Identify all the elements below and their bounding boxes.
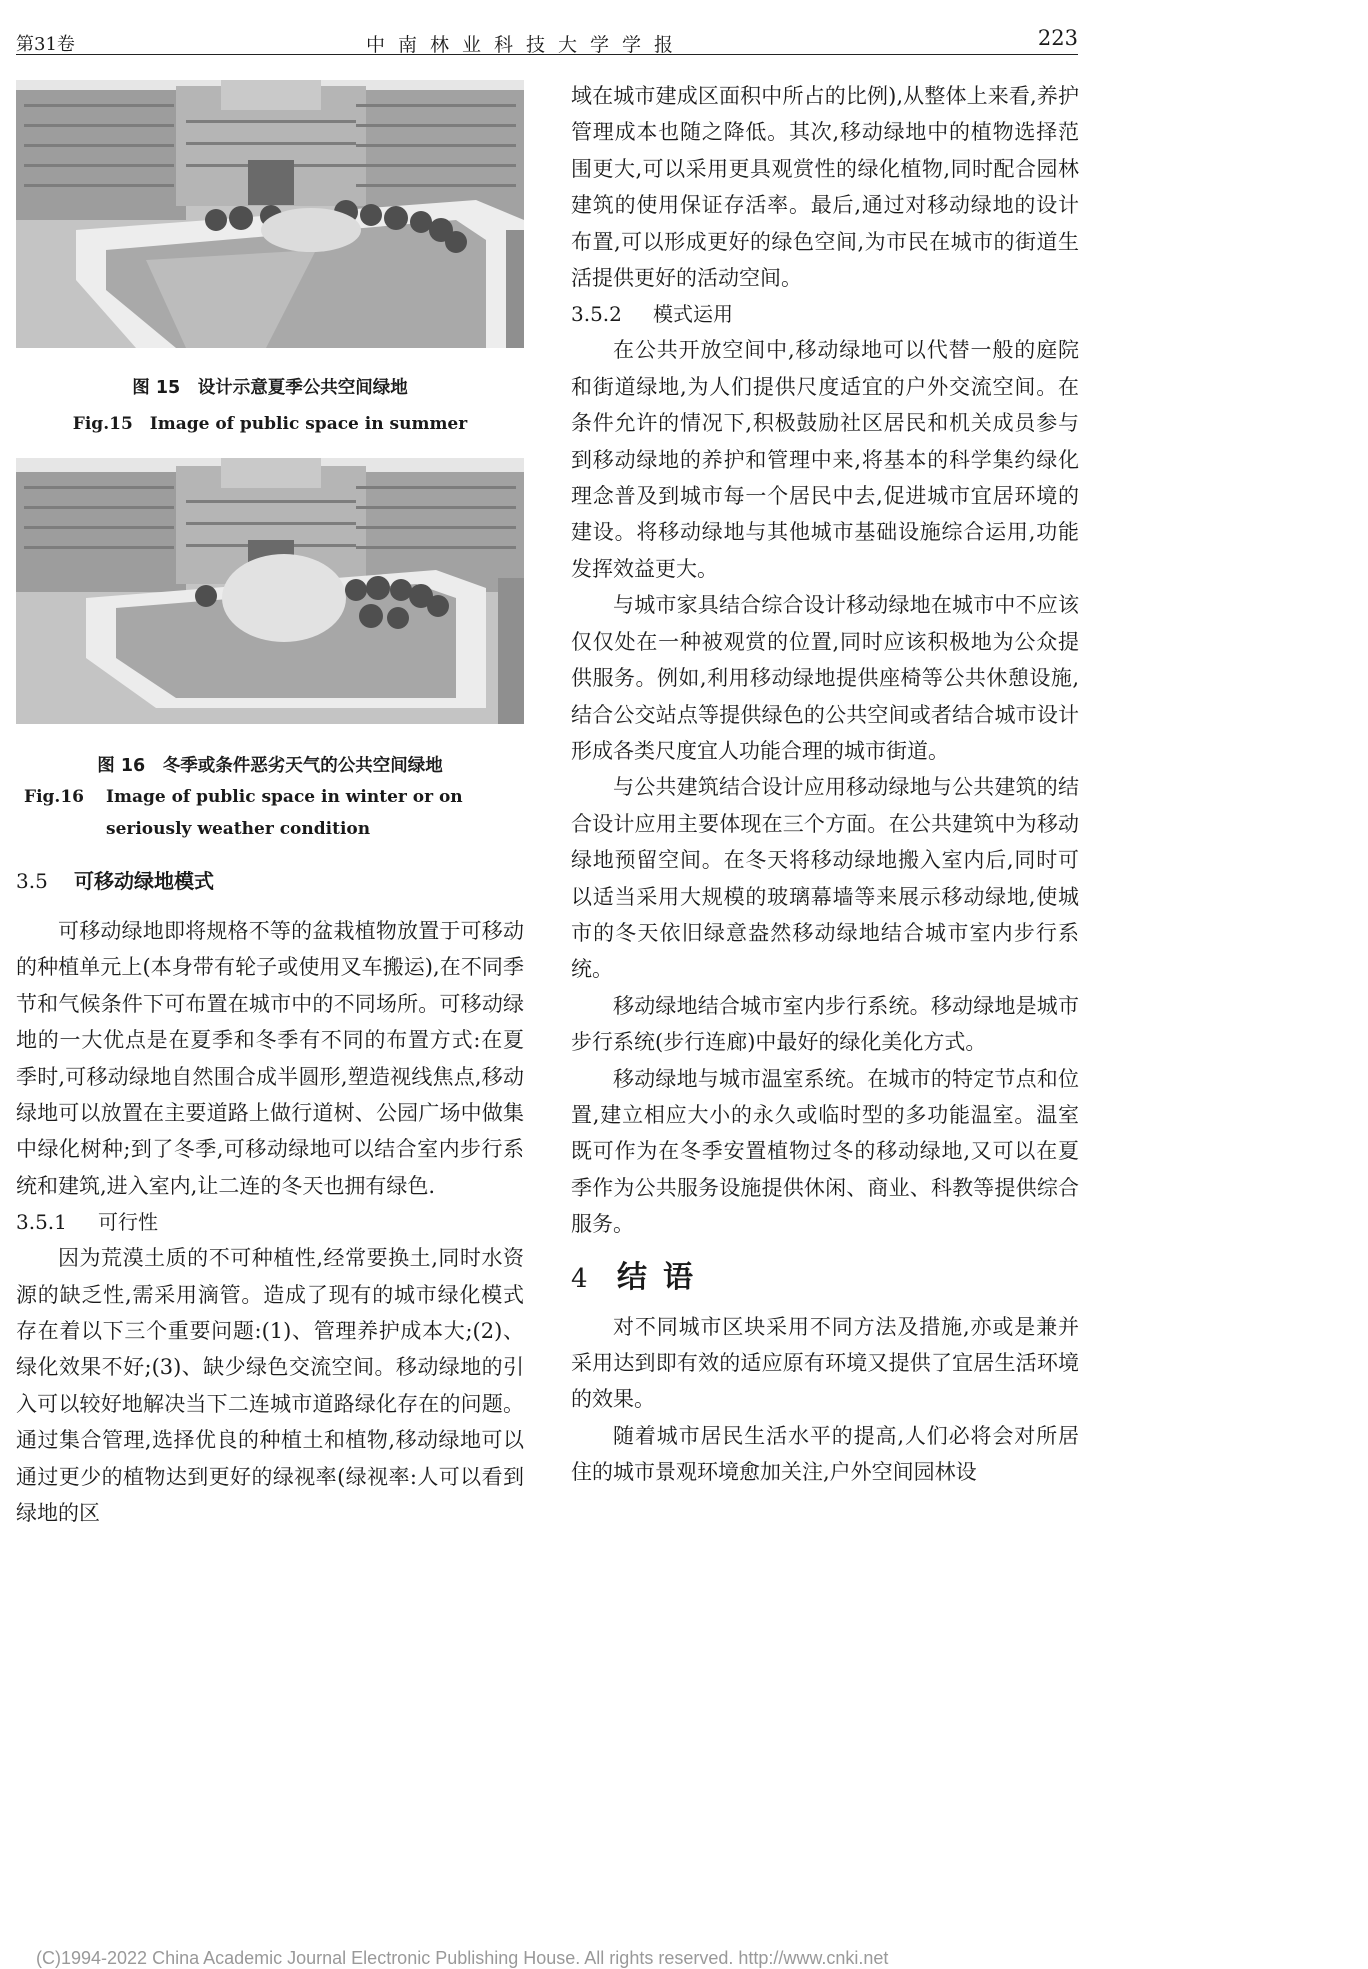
section-3-5-number: 3.5 [16, 869, 48, 893]
paragraph-greenhouse-system: 移动绿地与城市温室系统。在城市的特定节点和位置,建立相应大小的永久或临时型的多功能温室。温室既可作为在冬季安置植物过冬的移动绿地,又可以在夏季作为公共服务设施提供休闲、商业、科教等提供综合服务。 [571, 1066, 1079, 1237]
journal-title: 中南林业科技大学学报 [366, 34, 687, 56]
section-3-5-title: 可移动绿地模式 [74, 869, 214, 893]
figure-16-caption-en-text: Image of public space in winter or on seriously weather condition [106, 787, 463, 839]
section-3-5-2-title: 模式运用 [653, 302, 733, 327]
figure-15-caption-cn: 图 15 设计示意夏季公共空间绿地 [132, 378, 408, 398]
figure-15-image [16, 80, 524, 348]
paragraph-feasibility: 因为荒漠土质的不可种植性,经常要换土,同时水资源的缺乏性,需采用滴管。造成了现有的城市绿化模式存在着以下三个重要问题:(1)、管理养护成本大;(2)、绿化效果不好;(3)、缺少绿色交流空间。移动绿地的引入可以较好地解决当下二连城市道路绿化存在的问题。通过集合管理,选择优良的种植土和植物,移动绿地可以通过更少的植物达到更好的绿视率(绿视率:人可以看到绿地的区 [16, 1246, 524, 1526]
left-column [16, 78, 524, 1532]
paragraph-conclusion-1: 对不同城市区块采用不同方法及措施,亦或是兼并采用达到即有效的适应原有环境又提供了宜居生活环境的效果。 [571, 1314, 1079, 1412]
running-header [16, 26, 1078, 55]
figure-16-image [16, 458, 524, 724]
section-4-heading [571, 1247, 1079, 1309]
paragraph-public-space-use: 在公共开放空间中,移动绿地可以代替一般的庭院和街道绿地,为人们提供尺度适宜的户外交流空间。在条件允许的情况下,积极鼓励社区居民和机关成员参与到移动绿地的养护和管理中来,将基本的科学集约绿化理念普及到城市每一个居民中去,促进城市宜居环境的建设。将移动绿地与其他城市基础设施综合运用,功能发挥效益更大。 [571, 338, 1079, 581]
winter-plaza-render [16, 458, 524, 724]
copyright-footer: (C)1994-2022 China Academic Journal Electronic Publishing House. All rights reserved. http://www.cnki.net [36, 1948, 889, 1968]
section-3-5-heading [16, 863, 524, 899]
paragraph-public-buildings: 与公共建筑结合设计应用移动绿地与公共建筑的结合设计应用主要体现在三个方面。在公共建筑中为移动绿地预留空间。在冬天将移动绿地搬入室内后,同时可以适当采用大规模的玻璃幕墙等来展示移动绿地,使城市的冬天依旧绿意盎然移动绿地结合城市室内步行系统。 [571, 775, 1079, 982]
figure-16-caption-cn: 图 16 冬季或条件恶劣天气的公共空间绿地 [97, 756, 443, 776]
paragraph-continued: 域在城市建成区面积中所占的比例),从整体上来看,养护管理成本也随之降低。其次,移动绿地中的植物选择范围更大,可以采用更具观赏性的绿化植物,同时配合园林建筑的使用保证存活率。最后,通过对移动绿地的设计布置,可以形成更好的绿色空间,为市民在城市的街道生活提供更好的活动空间。 [571, 84, 1079, 291]
figure-16-caption-en [16, 787, 524, 845]
paragraph-conclusion-2: 随着城市居民生活水平的提高,人们必将会对所居住的城市景观环境愈加关注,户外空间园林设 [571, 1423, 1079, 1485]
section-3-5-2-number: 3.5.2 [571, 302, 622, 327]
figure-16-caption-en-label: Fig.16 [24, 787, 84, 807]
section-3-5-2-heading [571, 296, 1079, 332]
volume-label: 第31卷 [16, 34, 75, 55]
summer-plaza-render [16, 80, 524, 348]
paragraph-urban-furniture: 与城市家具结合综合设计移动绿地在城市中不应该仅仅处在一种被观赏的位置,同时应该积极地为公众提供服务。例如,利用移动绿地提供座椅等公共休憩设施,结合公交站点等提供绿色的公共空间或者结合城市设计形成各类尺度宜人功能合理的城市街道。 [571, 593, 1079, 763]
figure-15-caption-en: Fig.15 Image of public space in summer [72, 414, 468, 434]
section-3-5-1-heading [16, 1204, 524, 1240]
section-3-5-1-title: 可行性 [98, 1210, 158, 1235]
paragraph-indoor-pedestrian: 移动绿地结合城市室内步行系统。移动绿地是城市步行系统(步行连廊)中最好的绿化美化方式。 [571, 993, 1079, 1055]
section-4-title: 结语 [617, 1259, 709, 1295]
section-4-number: 4 [571, 1263, 588, 1294]
page-number: 223 [1037, 26, 1078, 50]
right-column [571, 78, 1079, 1491]
paragraph-movable-green-definition: 可移动绿地即将规格不等的盆栽植物放置于可移动的种植单元上(本身带有轮子或使用叉车搬运),在不同季节和气候条件下可布置在城市中的不同场所。可移动绿地的一大优点是在夏季和冬季有不同的布置方式:在夏季时,可移动绿地自然围合成半圆形,塑造视线焦点,移动绿地可以放置在主要道路上做行道树、公园广场中做集中绿化树种;到了冬季,可移动绿地可以结合室内步行系统和建筑,进入室内,让二连的冬天也拥有绿色. [16, 919, 524, 1198]
section-3-5-1-number: 3.5.1 [16, 1210, 67, 1235]
